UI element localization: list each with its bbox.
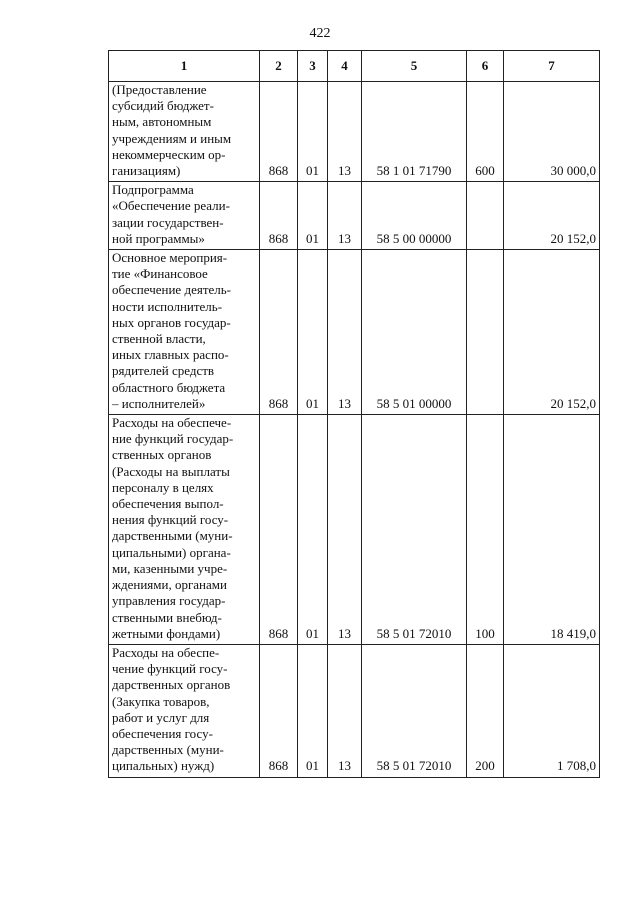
header-col-2: 2 [260, 51, 298, 82]
description-line: чение функций госу- [112, 661, 228, 677]
description-line: ной программы» [112, 230, 205, 246]
description-line: обеспечение деятель- [112, 282, 232, 298]
table-row [109, 250, 600, 415]
row-section-code: 01 [298, 644, 328, 777]
row-gov-code: 868 [260, 182, 298, 250]
description-line: Расходы на обеспече- [112, 415, 232, 431]
description-line: учреждениям и иным [112, 130, 232, 146]
header-col-1: 1 [109, 51, 260, 82]
row-target-article-code: 58 5 01 72010 [362, 644, 467, 777]
row-amount: 20 152,0 [504, 250, 600, 415]
description-line: ние функций государ- [112, 431, 234, 447]
description-line: ственной власти, [112, 331, 206, 347]
description-line: ственных органов [112, 447, 212, 463]
row-target-article-code: 58 1 01 71790 [362, 82, 467, 182]
row-expense-type-code: 200 [467, 644, 504, 777]
description-line: ных органов государ- [112, 314, 231, 330]
description-line: ным, автономным [112, 114, 212, 130]
row-amount: 20 152,0 [504, 182, 600, 250]
description-line: дарственных (муни- [112, 742, 224, 758]
description-line: тие «Финансовое [112, 266, 208, 282]
header-col-6: 6 [467, 51, 504, 82]
description-line: ности исполнитель- [112, 298, 223, 314]
row-section-code: 01 [298, 250, 328, 415]
description-line: управления государ- [112, 593, 226, 609]
description-line: Основное мероприя- [112, 250, 228, 266]
header-col-4: 4 [328, 51, 362, 82]
description-line: Расходы на обеспе- [112, 644, 220, 660]
row-target-article-code: 58 5 00 00000 [362, 182, 467, 250]
description-line: ственными внебюд- [112, 609, 222, 625]
table-body [109, 82, 600, 778]
row-subsection-code: 13 [328, 644, 362, 777]
description-line: обеспечения госу- [112, 725, 213, 741]
row-expense-type-code: 600 [467, 82, 504, 182]
description-line: работ и услуг для [112, 709, 210, 725]
description-line: некоммерческим ор- [112, 146, 226, 162]
description-line: жетными фондами) [112, 625, 221, 641]
description-line: зации государствен- [112, 214, 224, 230]
row-description [109, 82, 260, 182]
row-target-article-code: 58 5 01 00000 [362, 250, 467, 415]
row-description [109, 415, 260, 645]
row-amount: 30 000,0 [504, 82, 600, 182]
description-line: обеспечения выпол- [112, 496, 224, 512]
header-col-3: 3 [298, 51, 328, 82]
description-line: ми, казенными учре- [112, 560, 228, 576]
row-target-article-code: 58 5 01 72010 [362, 415, 467, 645]
row-description [109, 644, 260, 777]
description-line: субсидий бюджет- [112, 98, 214, 114]
table-row [109, 182, 600, 250]
description-line: Подпрограмма [112, 182, 194, 198]
row-description [109, 250, 260, 415]
page-number: 422 [309, 26, 331, 41]
header-col-7: 7 [504, 51, 600, 82]
row-description [109, 182, 260, 250]
row-gov-code: 868 [260, 644, 298, 777]
description-line: рядителей средств [112, 363, 215, 379]
row-subsection-code: 13 [328, 182, 362, 250]
description-line: областного бюджета [112, 379, 226, 395]
row-subsection-code: 13 [328, 82, 362, 182]
description-line: ждениями, органами [112, 577, 227, 593]
description-line: «Обеспечение реали- [112, 198, 230, 214]
row-amount: 1 708,0 [504, 644, 600, 777]
row-expense-type-code: 100 [467, 415, 504, 645]
description-line: (Расходы на выплаты [112, 463, 230, 479]
budget-table [108, 50, 600, 778]
row-gov-code: 868 [260, 415, 298, 645]
description-line: – исполнителей» [112, 395, 206, 411]
description-line: иных главных распо- [112, 347, 229, 363]
row-expense-type-code [467, 182, 504, 250]
header-col-5: 5 [362, 51, 467, 82]
description-line: ганизациям) [112, 163, 181, 179]
description-line: (Закупка товаров, [112, 693, 210, 709]
header-row [109, 51, 600, 82]
row-gov-code: 868 [260, 82, 298, 182]
row-amount: 18 419,0 [504, 415, 600, 645]
description-line: персоналу в целях [112, 479, 214, 495]
table-row [109, 644, 600, 777]
description-line: ципальных) нужд) [112, 758, 215, 774]
description-line: дарственных органов [112, 677, 231, 693]
description-line: дарственными (муни- [112, 528, 233, 544]
table-row [109, 82, 600, 182]
row-subsection-code: 13 [328, 415, 362, 645]
row-section-code: 01 [298, 82, 328, 182]
description-line: (Предоставление [112, 82, 207, 97]
row-section-code: 01 [298, 415, 328, 645]
table-row [109, 415, 600, 645]
row-section-code: 01 [298, 182, 328, 250]
row-gov-code: 868 [260, 250, 298, 415]
description-line: ципальными) органа- [112, 544, 231, 560]
description-line: нения функций госу- [112, 512, 229, 528]
row-expense-type-code [467, 250, 504, 415]
row-subsection-code: 13 [328, 250, 362, 415]
